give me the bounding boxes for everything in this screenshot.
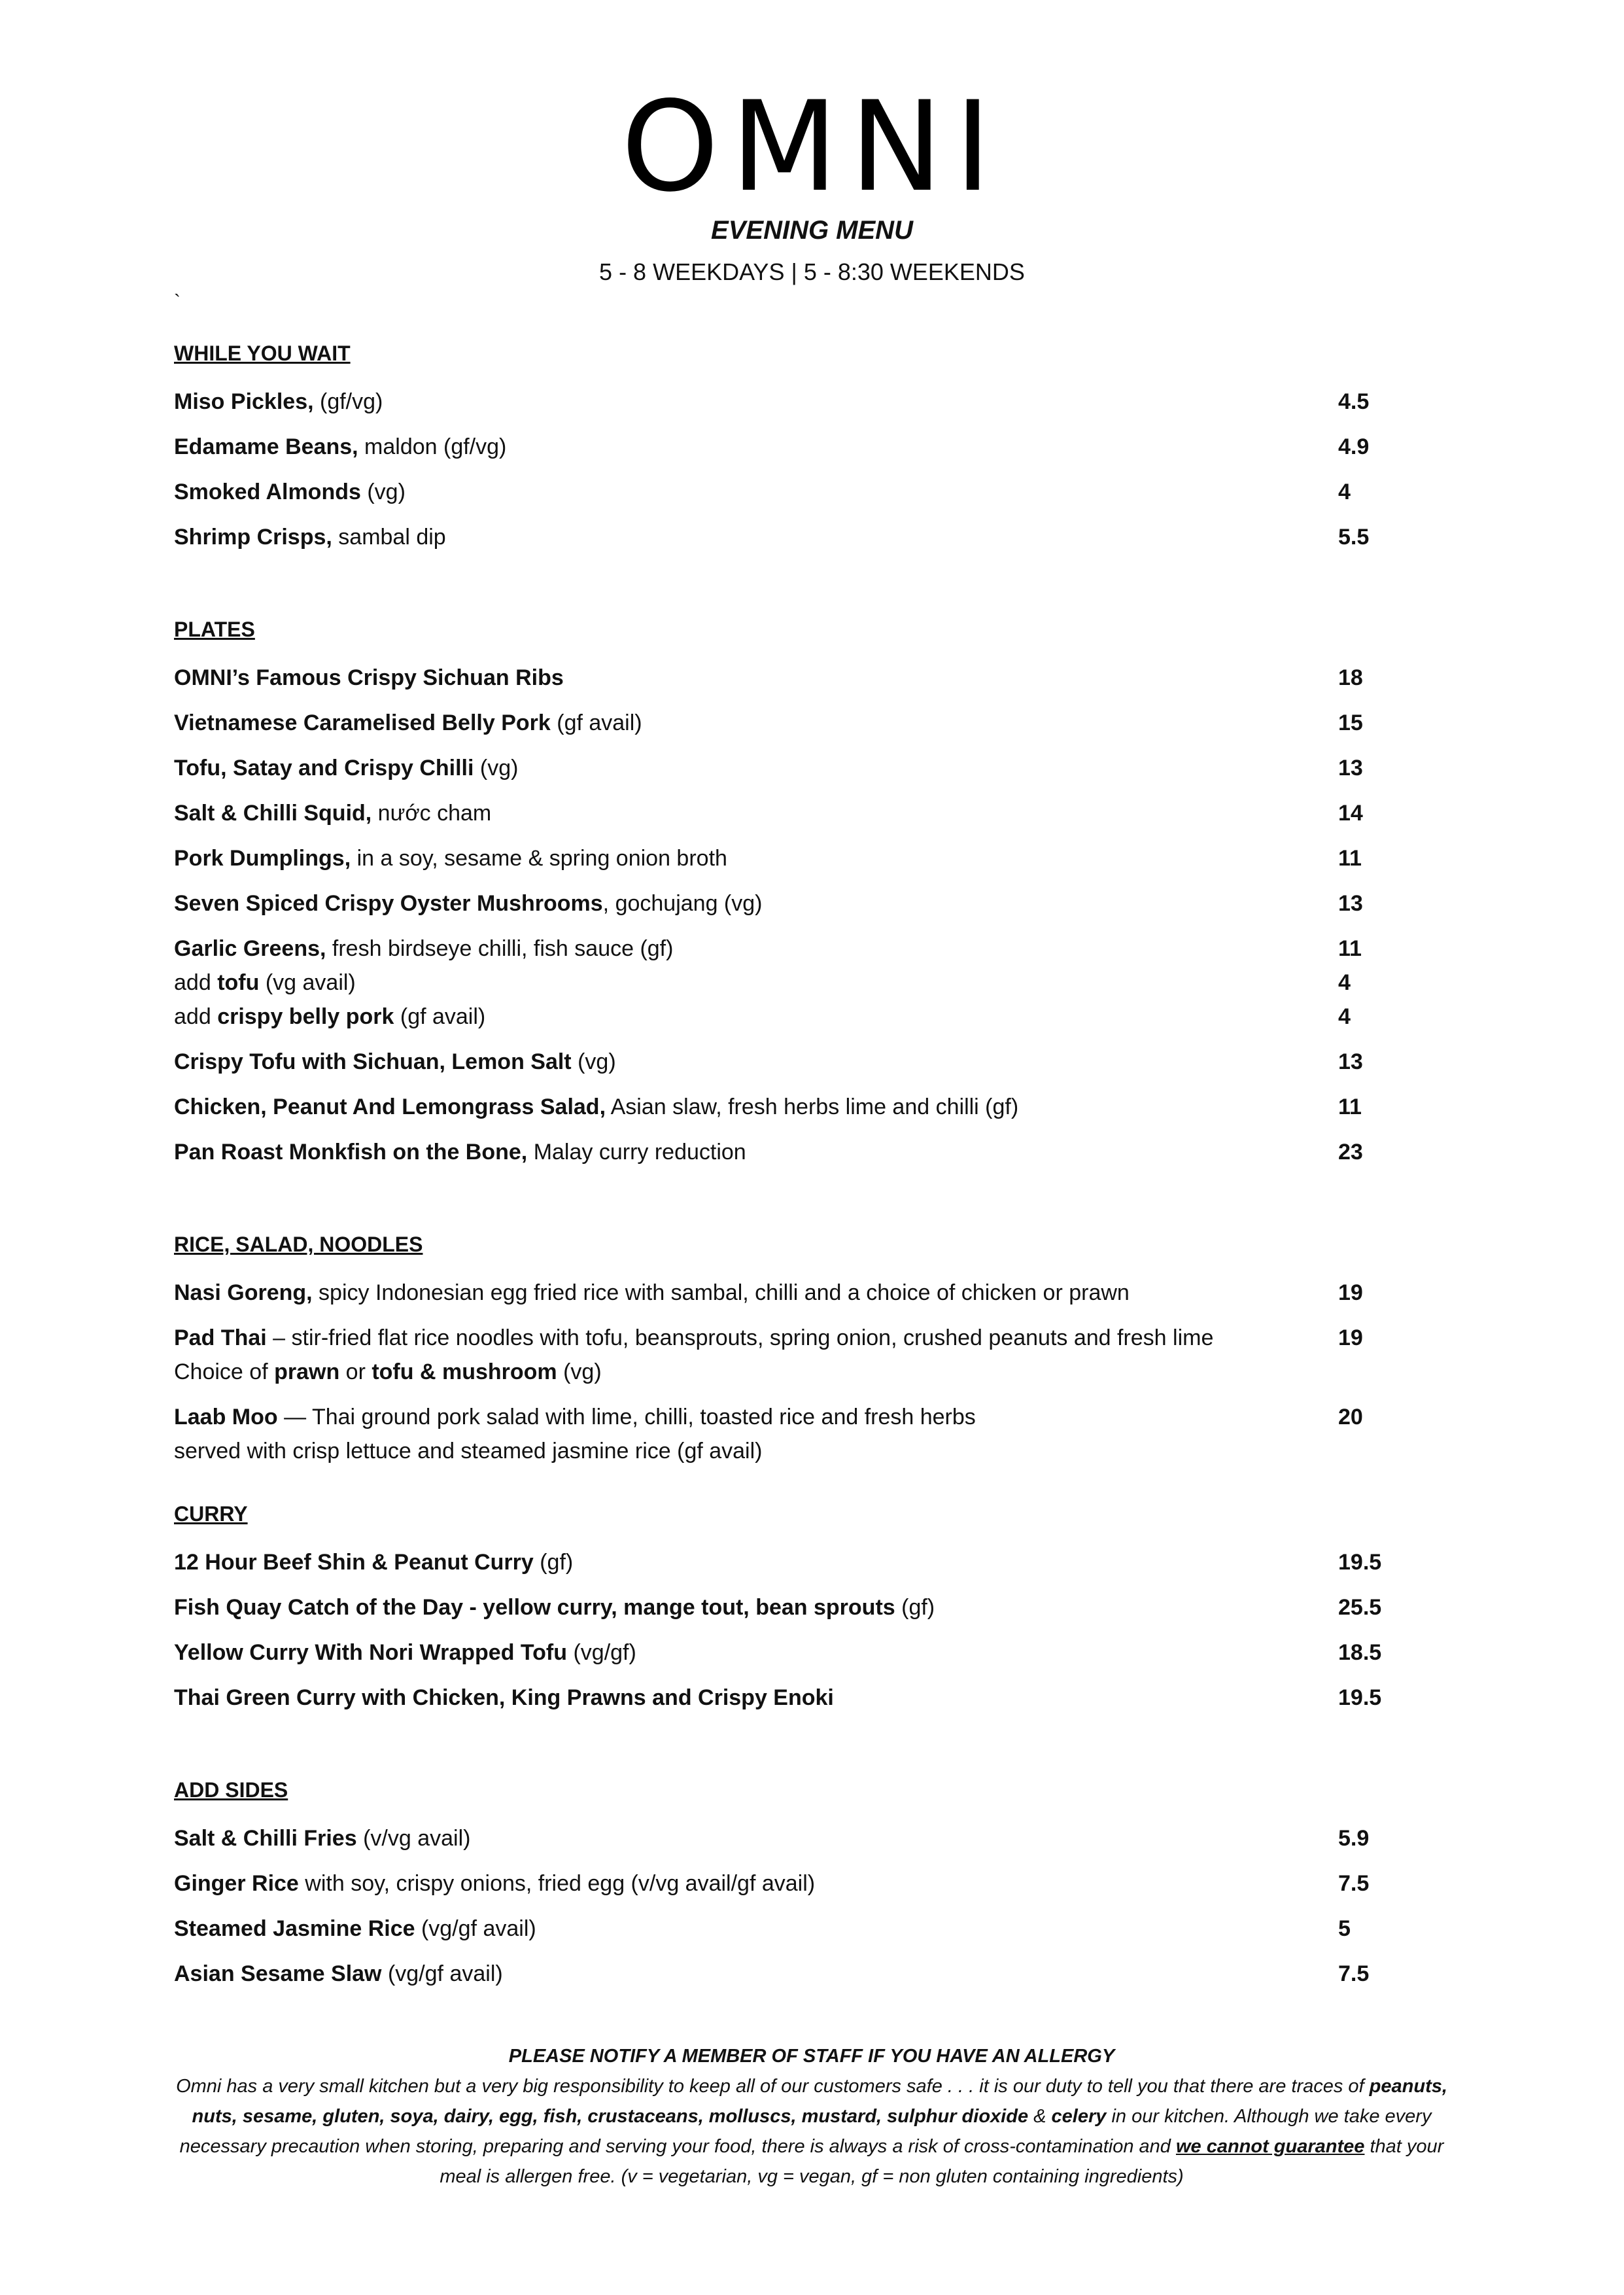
item-desc: — Thai ground pork salad with lime, chilli, toasted rice and fresh herbs <box>277 1405 976 1429</box>
item-price: 19.5 <box>1338 1685 1382 1710</box>
item-desc: Asian slaw, fresh herbs lime and chilli (gf) <box>606 1095 1019 1119</box>
item-desc: (vg/gf avail) <box>381 1961 503 1986</box>
item-name: Thai Green Curry with Chicken, King Prawns and Crispy Enoki <box>174 1685 834 1710</box>
menu-item <box>174 841 1397 875</box>
item-price: 19 <box>1338 1325 1363 1350</box>
item-desc: with soy, crispy onions, fried egg (v/vg avail/gf avail) <box>298 1871 816 1896</box>
allergy-notice <box>174 2041 1449 2192</box>
item-desc: (vg) <box>571 1049 616 1074</box>
choice-option: prawn <box>274 1359 340 1384</box>
add-on-price: 4 <box>1338 970 1351 995</box>
item-price: 11 <box>1338 936 1362 961</box>
item-price: 5.9 <box>1338 1826 1370 1851</box>
section-rice-salad-noodles <box>174 1231 1397 1468</box>
item-desc: (vg) <box>474 756 519 780</box>
item-desc: maldon (gf/vg) <box>358 434 507 459</box>
item-price: 13 <box>1338 1049 1363 1074</box>
section-title: WHILE YOU WAIT <box>174 342 351 365</box>
item-price: 7.5 <box>1338 1871 1370 1896</box>
menu-item <box>174 1276 1397 1310</box>
menu-item <box>174 1090 1397 1124</box>
add-on-prefix: add <box>174 970 218 995</box>
item-price: 19 <box>1338 1280 1363 1305</box>
item-name: Salt & Chilli Fries <box>174 1826 357 1851</box>
item-desc: in a soy, sesame & spring onion broth <box>351 846 727 871</box>
item-name: Miso Pickles, <box>174 389 314 414</box>
choice-option: tofu & mushroom <box>371 1359 557 1384</box>
item-price: 20 <box>1338 1405 1363 1429</box>
choice-prefix: Choice of <box>174 1359 275 1384</box>
item-desc: (v/vg avail) <box>356 1826 471 1851</box>
item-name: OMNI’s Famous Crispy Sichuan Ribs <box>174 665 564 690</box>
item-name: Seven Spiced Crispy Oyster Mushrooms <box>174 891 603 916</box>
add-on-name: tofu <box>217 970 260 995</box>
menu-item <box>174 932 1397 1034</box>
item-name: Pad Thai <box>174 1325 267 1350</box>
menu-item <box>174 1866 1397 1901</box>
item-price: 4.5 <box>1338 389 1370 414</box>
omni-logo: OMNI <box>621 75 1003 219</box>
item-name: Salt & Chilli Squid, <box>174 801 372 826</box>
item-name: Vietnamese Caramelised Belly Pork <box>174 710 551 735</box>
menu-item <box>174 430 1397 464</box>
item-desc: (vg/gf avail) <box>415 1916 536 1941</box>
item-price: 18 <box>1338 665 1363 690</box>
item-name: Pork Dumplings, <box>174 846 351 871</box>
item-price: 11 <box>1338 1095 1362 1119</box>
item-desc: (gf) <box>533 1550 574 1575</box>
item-price: 5 <box>1338 1916 1351 1941</box>
menu-item <box>174 1636 1397 1670</box>
stray-mark: ` <box>174 291 181 313</box>
item-price: 15 <box>1338 710 1363 735</box>
item-desc: (gf avail) <box>550 710 642 735</box>
item-price: 13 <box>1338 756 1363 780</box>
section-while-you-wait <box>174 340 1397 554</box>
allergy-heading: PLEASE NOTIFY A MEMBER OF STAFF IF YOU HAVE AN ALLERGY <box>508 2046 1115 2067</box>
item-desc: (vg) <box>360 480 406 504</box>
menu-item <box>174 1545 1397 1579</box>
add-on-prefix: add <box>174 1004 218 1029</box>
item-name: Yellow Curry With Nori Wrapped Tofu <box>174 1640 568 1665</box>
menu-content <box>174 340 1397 2053</box>
item-name: Fish Quay Catch of the Day - yellow curry, mange tout, bean sprouts <box>174 1595 895 1620</box>
menu-item <box>174 1821 1397 1855</box>
item-price: 23 <box>1338 1140 1363 1165</box>
choice-suffix: (vg) <box>557 1359 602 1384</box>
item-desc: – stir-fried flat rice noodles with tofu, beansprouts, spring onion, crushed peanuts and fresh lime <box>266 1325 1214 1350</box>
item-name: Smoked Almonds <box>174 480 361 504</box>
allergy-text: in our kitchen. Although we take every necessary precaution when storing, preparing and serving your food, there is always a risk of cross-contamination and <box>179 2106 1432 2157</box>
item-name: Pan Roast Monkfish on the Bone, <box>174 1140 528 1165</box>
item-price: 13 <box>1338 891 1363 916</box>
item-desc: (gf/vg) <box>313 389 383 414</box>
add-on-desc: (vg avail) <box>259 970 356 995</box>
menu-item <box>174 1681 1397 1715</box>
section-plates <box>174 616 1397 1169</box>
menu-item <box>174 1400 1397 1468</box>
item-name: Tofu, Satay and Crispy Chilli <box>174 756 474 780</box>
item-price: 25.5 <box>1338 1595 1382 1620</box>
choice-separator: or <box>339 1359 372 1384</box>
item-name: Edamame Beans, <box>174 434 358 459</box>
item-desc: (vg/gf) <box>567 1640 636 1665</box>
item-name: Chicken, Peanut And Lemongrass Salad, <box>174 1095 606 1119</box>
opening-hours: 5 - 8 WEEKDAYS | 5 - 8:30 WEEKENDS <box>599 258 1025 285</box>
item-name: Laab Moo <box>174 1405 278 1429</box>
no-guarantee-text: we cannot guarantee <box>1175 2136 1365 2157</box>
allergy-body <box>174 2071 1449 2192</box>
item-price: 5.5 <box>1338 525 1370 550</box>
add-on-desc: (gf avail) <box>394 1004 486 1029</box>
section-title: ADD SIDES <box>174 1778 288 1802</box>
item-desc: fresh birdseye chilli, fish sauce (gf) <box>326 936 674 961</box>
item-name: Crispy Tofu with Sichuan, Lemon Salt <box>174 1049 572 1074</box>
item-price: 19.5 <box>1338 1550 1382 1575</box>
menu-item <box>174 520 1397 554</box>
menu-item <box>174 1321 1397 1389</box>
item-desc-line2: served with crisp lettuce and steamed jasmine rice (gf avail) <box>174 1439 763 1463</box>
allergy-text: Omni has a very small kitchen but a very big responsibility to keep all of our customers safe . . . it is our duty to tell you that there are traces of <box>176 2076 1370 2097</box>
menu-item <box>174 1912 1397 1946</box>
allergen-list: peanuts, nuts, sesame, gluten, soya, dairy, egg, fish, crustaceans, molluscs, mustard, sulphur dioxide <box>192 2076 1447 2127</box>
section-add-sides <box>174 1777 1397 1991</box>
add-on-name: crispy belly pork <box>217 1004 394 1029</box>
item-price: 4 <box>1338 480 1351 504</box>
item-desc: spicy Indonesian egg fried rice with sambal, chilli and a choice of chicken or prawn <box>312 1280 1130 1305</box>
add-on-price: 4 <box>1338 1004 1351 1029</box>
menu-item <box>174 1135 1397 1169</box>
item-price: 7.5 <box>1338 1961 1370 1986</box>
item-desc: nước cham <box>371 801 492 826</box>
item-name: Asian Sesame Slaw <box>174 1961 382 1986</box>
menu-title: EVENING MENU <box>711 216 913 245</box>
menu-item <box>174 1045 1397 1079</box>
section-curry <box>174 1501 1397 1715</box>
item-name: Steamed Jasmine Rice <box>174 1916 415 1941</box>
section-title: RICE, SALAD, NOODLES <box>174 1233 423 1256</box>
menu-item <box>174 1957 1397 1991</box>
menu-item <box>174 1590 1397 1624</box>
menu-item <box>174 706 1397 740</box>
item-name: Shrimp Crisps, <box>174 525 332 550</box>
item-name: Nasi Goreng, <box>174 1280 313 1305</box>
item-desc: , gochujang (vg) <box>602 891 763 916</box>
menu-item <box>174 661 1397 695</box>
item-price: 14 <box>1338 801 1363 826</box>
item-name: Garlic Greens, <box>174 936 326 961</box>
menu-item <box>174 796 1397 830</box>
item-price: 11 <box>1338 846 1362 871</box>
section-title: PLATES <box>174 618 255 641</box>
allergen-list: celery <box>1051 2106 1107 2127</box>
item-price: 4.9 <box>1338 434 1370 459</box>
allergy-text: that your meal is allergen free. (v = vegetarian, vg = vegan, gf = non gluten containing ingredients) <box>440 2136 1444 2187</box>
menu-item <box>174 385 1397 419</box>
item-desc: (gf) <box>895 1595 935 1620</box>
menu-item <box>174 475 1397 509</box>
item-desc: sambal dip <box>332 525 446 550</box>
menu-item <box>174 751 1397 785</box>
item-name: 12 Hour Beef Shin & Peanut Curry <box>174 1550 534 1575</box>
item-desc: Malay curry reduction <box>527 1140 746 1165</box>
item-name: Ginger Rice <box>174 1871 299 1896</box>
item-price: 18.5 <box>1338 1640 1382 1665</box>
menu-item <box>174 886 1397 920</box>
allergy-text: & <box>1028 2106 1052 2127</box>
section-title: CURRY <box>174 1502 248 1526</box>
